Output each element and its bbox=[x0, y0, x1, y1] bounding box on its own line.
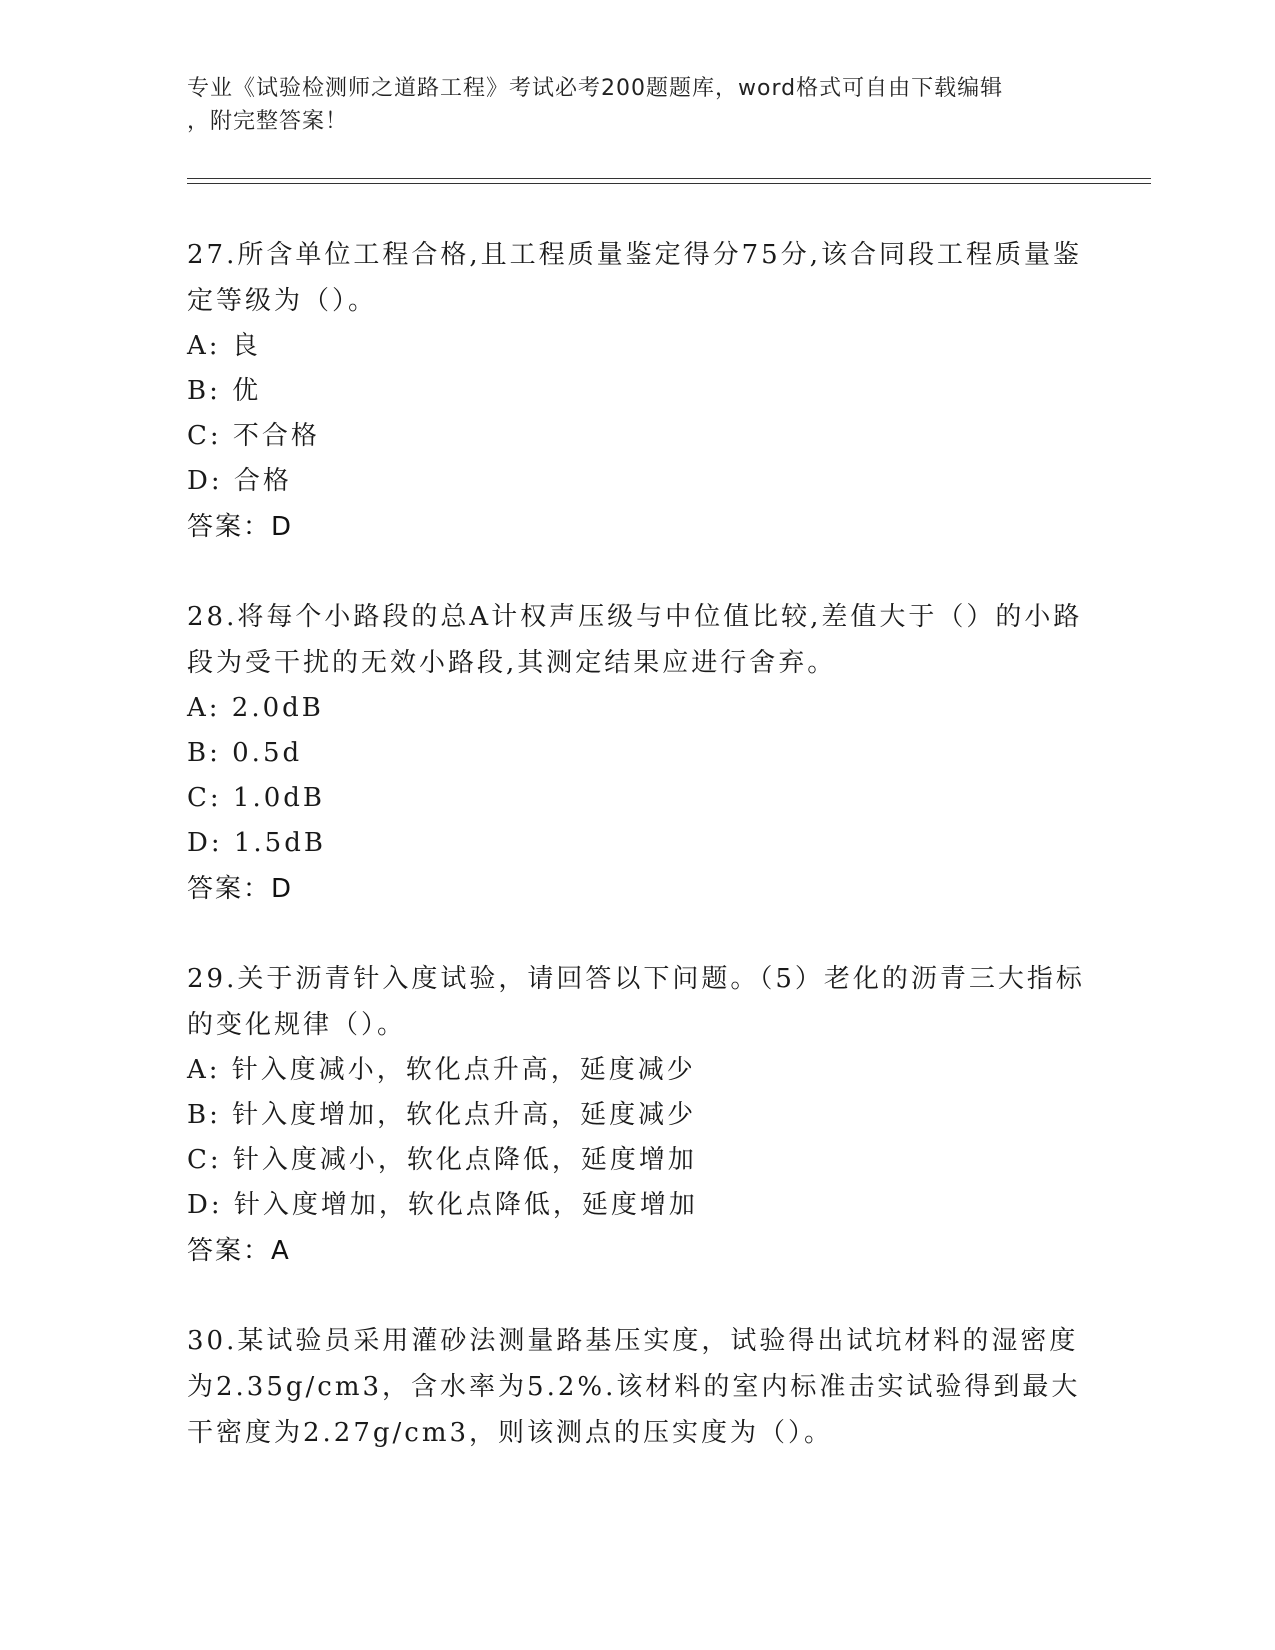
question-28 bbox=[187, 594, 1087, 912]
option-d: D: 针入度增加，软化点降低，延度增加 bbox=[187, 1190, 698, 1220]
option-d: D: 合格 bbox=[187, 466, 292, 496]
question-stem: 27.所含单位工程合格,且工程质量鉴定得分75分,该合同段工程质量鉴定等级为（）。 bbox=[187, 240, 1082, 316]
question-29 bbox=[187, 956, 1087, 1274]
question-30 bbox=[187, 1318, 1087, 1456]
option-a: A: 良 bbox=[187, 331, 261, 361]
option-d: D: 1.5dB bbox=[187, 828, 326, 858]
option-c: C: 1.0dB bbox=[187, 783, 326, 813]
option-b: B: 优 bbox=[187, 376, 262, 406]
question-stem: 30.某试验员采用灌砂法测量路基压实度，试验得出试坑材料的湿密度为2.35g/cm3，含水率为5.2%.该材料的室内标准击实试验得到最大干密度为2.27g/cm3，则该测点的压实度为（）。 bbox=[187, 1326, 1081, 1448]
question-stem: 29.关于沥青针入度试验，请回答以下问题。（5）老化的沥青三大指标的变化规律（）。 bbox=[187, 964, 1085, 1040]
header-divider bbox=[187, 178, 1151, 184]
option-c: C: 针入度减小，软化点降低，延度增加 bbox=[187, 1145, 697, 1175]
option-a: A: 针入度减小，软化点升高，延度减少 bbox=[187, 1055, 696, 1085]
option-b: B: 针入度增加，软化点升高，延度减少 bbox=[187, 1100, 697, 1130]
answer-line: 答案：A bbox=[187, 1236, 291, 1266]
document-header: 专业《试验检测师之道路工程》考试必考200题题库，word格式可自由下载编辑 ，附完整答案！ bbox=[187, 76, 1004, 134]
question-27 bbox=[187, 232, 1087, 550]
answer-line: 答案：D bbox=[187, 512, 294, 542]
question-stem: 28.将每个小路段的总A计权声压级与中位值比较,差值大于（）的小路段为受干扰的无效小路段,其测定结果应进行舍弃。 bbox=[187, 602, 1083, 678]
answer-line: 答案：D bbox=[187, 874, 294, 904]
question-list bbox=[187, 232, 1087, 1500]
option-a: A: 2.0dB bbox=[187, 693, 324, 723]
option-b: B: 0.5d bbox=[187, 738, 303, 768]
option-c: C: 不合格 bbox=[187, 421, 320, 451]
